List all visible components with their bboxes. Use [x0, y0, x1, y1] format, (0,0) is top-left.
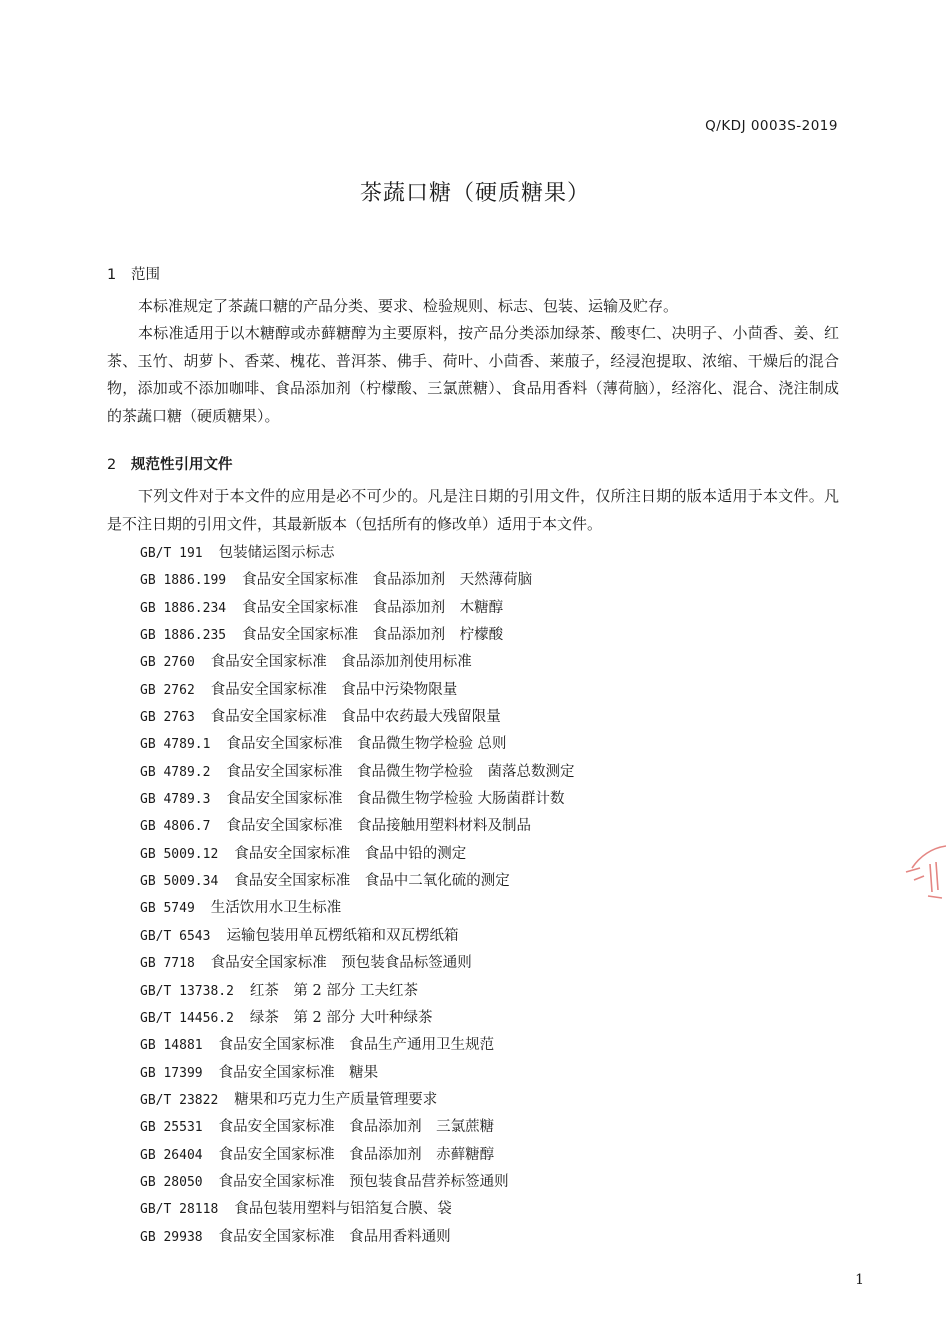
reference-name: 生活饮用水卫生标准 — [210, 900, 342, 917]
reference-code: GB/T 14456.2 — [140, 1010, 234, 1026]
reference-list — [140, 540, 574, 1251]
reference-name: 食品安全国家标准 食品添加剂 木糖醇 — [242, 599, 504, 616]
reference-item — [140, 540, 574, 567]
reference-name: 食品安全国家标准 食品中铅的测定 — [234, 845, 467, 862]
reference-code: GB 5749 — [140, 901, 195, 917]
reference-code: GB 2763 — [140, 710, 195, 726]
reference-name: 绿茶 第 2 部分 大叶种绿茶 — [249, 1009, 433, 1026]
reference-item — [140, 786, 574, 813]
reference-name: 食品安全国家标准 食品中农药最大残留限量 — [210, 709, 501, 726]
reference-name: 食品安全国家标准 食品用香料通则 — [218, 1228, 451, 1245]
section-2-heading — [107, 453, 233, 474]
reference-code: GB 4806.7 — [140, 819, 211, 835]
reference-code: GB 5009.34 — [140, 874, 219, 890]
reference-code: GB 1886.234 — [140, 600, 227, 616]
reference-item — [140, 567, 574, 594]
reference-code: GB 17399 — [140, 1065, 203, 1081]
reference-item — [140, 1224, 574, 1251]
reference-code: GB/T 191 — [140, 546, 203, 561]
reference-item — [140, 895, 574, 922]
reference-code: GB 5009.12 — [140, 846, 219, 862]
reference-item — [140, 649, 574, 676]
reference-item — [140, 1087, 574, 1114]
reference-name: 食品安全国家标准 食品接触用塑料材料及制品 — [226, 818, 531, 835]
reference-code: GB/T 13738.2 — [140, 983, 234, 999]
reference-item — [140, 868, 574, 895]
reference-code: GB 2762 — [140, 682, 195, 698]
reference-code: GB 7718 — [140, 956, 195, 972]
reference-name: 食品安全国家标准 食品添加剂 三氯蔗糖 — [218, 1119, 495, 1136]
document-title: 茶蔬口糖（硬质糖果） — [359, 181, 590, 206]
reference-item — [140, 978, 574, 1005]
reference-code: GB 2760 — [140, 655, 195, 671]
reference-name: 食品安全国家标准 食品添加剂 天然薄荷脑 — [242, 572, 533, 589]
reference-code: GB 4789.2 — [140, 764, 211, 780]
section-2-title: 规范性引用文件 — [131, 457, 233, 473]
reference-name: 食品安全国家标准 食品生产通用卫生规范 — [218, 1037, 495, 1054]
reference-name: 糖果和巧克力生产质量管理要求 — [234, 1091, 438, 1108]
reference-item — [140, 731, 574, 758]
reference-name: 食品安全国家标准 预包装食品营养标签通则 — [218, 1173, 509, 1190]
reference-code: GB/T 28118 — [140, 1202, 219, 1218]
reference-code: GB 26404 — [140, 1147, 203, 1163]
reference-item — [140, 1005, 574, 1032]
reference-code: GB 1886.199 — [140, 573, 227, 589]
reference-item — [140, 1060, 574, 1087]
document-code: Q/KDJ 0003S-2019 — [705, 118, 838, 134]
reference-code: GB 14881 — [140, 1038, 203, 1054]
reference-code: GB 25531 — [140, 1120, 203, 1136]
reference-item — [140, 1142, 574, 1169]
reference-name: 食品安全国家标准 食品微生物学检验 大肠菌群计数 — [226, 791, 565, 808]
reference-item — [140, 813, 574, 840]
reference-item — [140, 1032, 574, 1059]
reference-item — [140, 923, 574, 950]
reference-name: 食品安全国家标准 食品添加剂使用标准 — [210, 654, 472, 671]
reference-code: GB/T 6543 — [140, 928, 211, 944]
reference-name: 食品安全国家标准 预包装食品标签通则 — [210, 955, 472, 972]
reference-item — [140, 1169, 574, 1196]
reference-name: 食品安全国家标准 食品微生物学检验 菌落总数测定 — [226, 763, 575, 780]
section-1-number: 1 — [107, 267, 117, 283]
references-intro: 下列文件对于本文件的应用是必不可少的。凡是注日期的引用文件，仅所注日期的版本适用于本文件。凡是不注日期的引用文件，其最新版本（包括所有的修改单）适用于本文件。 — [107, 487, 839, 533]
scope-paragraph-1: 本标准规定了茶蔬口糖的产品分类、要求、检验规则、标志、包装、运输及贮存。 — [138, 297, 679, 315]
reference-code: GB 29938 — [140, 1229, 203, 1245]
reference-item — [140, 950, 574, 977]
reference-item — [140, 1196, 574, 1223]
reference-item — [140, 677, 574, 704]
reference-name: 包装储运图示标志 — [218, 545, 335, 561]
reference-item — [140, 759, 574, 786]
page-number: 1 — [855, 1272, 864, 1288]
reference-name: 食品安全国家标准 食品添加剂 赤藓糖醇 — [218, 1146, 495, 1163]
reference-name: 食品安全国家标准 食品微生物学检验 总则 — [226, 736, 507, 753]
reference-name: 食品安全国家标准 食品中二氧化硫的测定 — [234, 873, 510, 890]
reference-code: GB 4789.3 — [140, 792, 211, 808]
section-1-heading — [107, 263, 160, 284]
reference-name: 红茶 第 2 部分 工夫红茶 — [249, 982, 418, 999]
section-1-title: 范围 — [131, 267, 160, 283]
reference-name: 食品安全国家标准 食品中污染物限量 — [210, 681, 458, 698]
reference-item — [140, 704, 574, 731]
reference-item — [140, 841, 574, 868]
reference-item — [140, 622, 574, 649]
section-2-number: 2 — [107, 457, 117, 473]
red-stamp-fragment — [902, 842, 946, 904]
reference-code: GB/T 23822 — [140, 1092, 219, 1108]
reference-code: GB 28050 — [140, 1174, 203, 1190]
reference-name: 食品安全国家标准 食品添加剂 柠檬酸 — [242, 627, 504, 644]
reference-name: 食品包装用塑料与铝箔复合膜、袋 — [234, 1201, 452, 1218]
reference-name: 运输包装用单瓦楞纸箱和双瓦楞纸箱 — [226, 927, 459, 944]
reference-item — [140, 1114, 574, 1141]
scope-paragraph-2: 本标准适用于以木糖醇或赤藓糖醇为主要原料，按产品分类添加绿茶、酸枣仁、决明子、小茴香、姜、红茶、玉竹、胡萝卜、香菜、槐花、普洱茶、佛手、荷叶、小茴香、莱菔子，经浸泡提取、浓缩、干燥后的混合物，添加或不添加咖啡、食品添加剂（柠檬酸、三氯蔗糖）、食品用香料（薄荷脑），经溶化、混合、浇注制成的茶蔬口糖（硬质糖果）。 — [107, 324, 839, 425]
reference-code: GB 1886.235 — [140, 628, 227, 644]
reference-code: GB 4789.1 — [140, 737, 211, 753]
reference-name: 食品安全国家标准 糖果 — [218, 1064, 379, 1081]
reference-item — [140, 595, 574, 622]
